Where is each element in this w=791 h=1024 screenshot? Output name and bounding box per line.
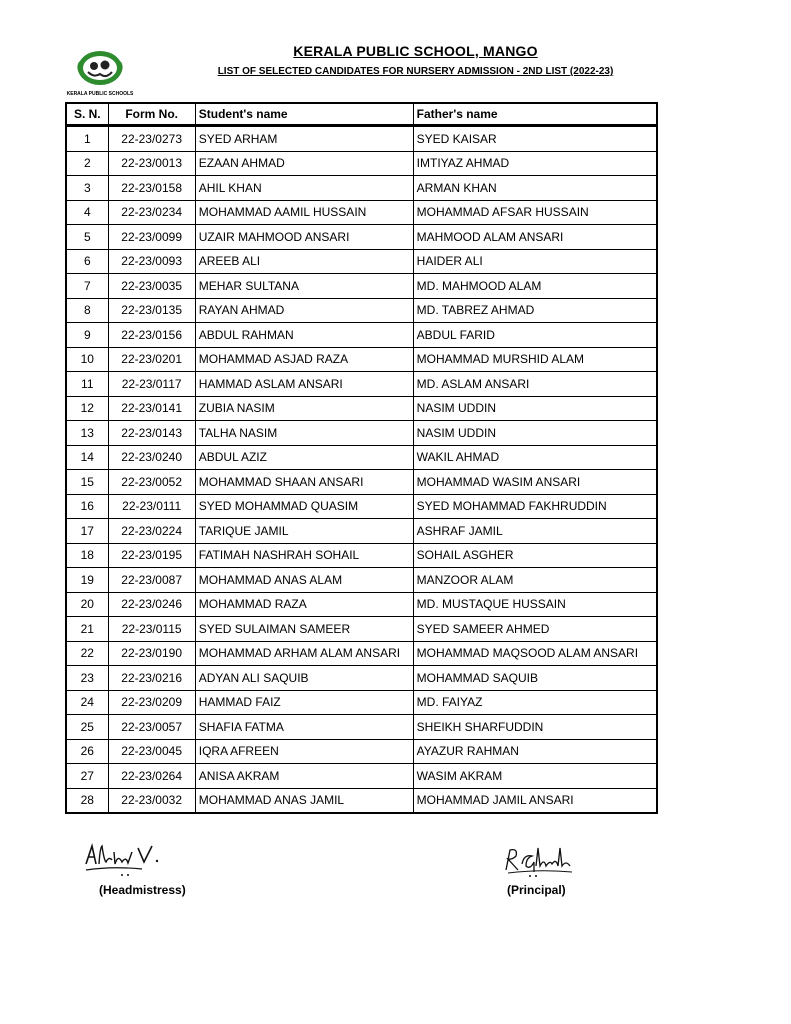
table-row <box>66 494 657 519</box>
cell-sn: 26 <box>66 739 108 764</box>
cell-form-no: 22-23/0141 <box>108 396 195 421</box>
table-row <box>66 421 657 446</box>
cell-father-name: MOHAMMAD SAQUIB <box>413 666 657 691</box>
cell-student-name: EZAAN AHMAD <box>195 151 413 176</box>
cell-father-name: MOHAMMAD MURSHID ALAM <box>413 347 657 372</box>
table-row <box>66 641 657 666</box>
cell-form-no: 22-23/0135 <box>108 298 195 323</box>
school-name: KERALA PUBLIC SCHOOL, MANGO <box>293 43 538 59</box>
cell-form-no: 22-23/0115 <box>108 617 195 642</box>
table-row <box>66 225 657 250</box>
cell-sn: 23 <box>66 666 108 691</box>
cell-student-name: IQRA AFREEN <box>195 739 413 764</box>
cell-father-name: NASIM UDDIN <box>413 396 657 421</box>
cell-father-name: ASHRAF JAMIL <box>413 519 657 544</box>
cell-father-name: MD. FAIYAZ <box>413 690 657 715</box>
cell-student-name: FATIMAH NASHRAH SOHAIL <box>195 543 413 568</box>
table-row <box>66 323 657 348</box>
cell-student-name: SHAFIA FATMA <box>195 715 413 740</box>
cell-father-name: ARMAN KHAN <box>413 176 657 201</box>
table-row <box>66 690 657 715</box>
cell-father-name: WAKIL AHMAD <box>413 445 657 470</box>
cell-father-name: IMTIYAZ AHMAD <box>413 151 657 176</box>
cell-form-no: 22-23/0224 <box>108 519 195 544</box>
cell-sn: 27 <box>66 764 108 789</box>
cell-student-name: MOHAMMAD AAMIL HUSSAIN <box>195 200 413 225</box>
column-header-form-no: Form No. <box>108 103 195 126</box>
cell-sn: 6 <box>66 249 108 274</box>
cell-student-name: TALHA NASIM <box>195 421 413 446</box>
table-row <box>66 200 657 225</box>
cell-father-name: ABDUL FARID <box>413 323 657 348</box>
cell-father-name: HAIDER ALI <box>413 249 657 274</box>
cell-father-name: SYED SAMEER AHMED <box>413 617 657 642</box>
table-row <box>66 666 657 691</box>
cell-sn: 25 <box>66 715 108 740</box>
cell-father-name: SYED MOHAMMAD FAKHRUDDIN <box>413 494 657 519</box>
cell-student-name: MEHAR SULTANA <box>195 274 413 299</box>
cell-form-no: 22-23/0156 <box>108 323 195 348</box>
cell-form-no: 22-23/0246 <box>108 592 195 617</box>
cell-father-name: MOHAMMAD MAQSOOD ALAM ANSARI <box>413 641 657 666</box>
cell-father-name: AYAZUR RAHMAN <box>413 739 657 764</box>
cell-form-no: 22-23/0234 <box>108 200 195 225</box>
cell-father-name: MAHMOOD ALAM ANSARI <box>413 225 657 250</box>
cell-sn: 18 <box>66 543 108 568</box>
cell-sn: 22 <box>66 641 108 666</box>
table-row <box>66 151 657 176</box>
principal-label: (Principal) <box>507 883 566 897</box>
cell-form-no: 22-23/0195 <box>108 543 195 568</box>
cell-student-name: MOHAMMAD ANAS JAMIL <box>195 788 413 813</box>
cell-form-no: 22-23/0111 <box>108 494 195 519</box>
cell-form-no: 22-23/0013 <box>108 151 195 176</box>
cell-student-name: MOHAMMAD RAZA <box>195 592 413 617</box>
cell-student-name: SYED ARHAM <box>195 126 413 152</box>
cell-sn: 15 <box>66 470 108 495</box>
headmistress-signature <box>82 838 182 878</box>
table-row <box>66 298 657 323</box>
cell-sn: 24 <box>66 690 108 715</box>
cell-father-name: MANZOOR ALAM <box>413 568 657 593</box>
cell-father-name: MD. TABREZ AHMAD <box>413 298 657 323</box>
cell-form-no: 22-23/0240 <box>108 445 195 470</box>
cell-student-name: ZUBIA NASIM <box>195 396 413 421</box>
cell-student-name: MOHAMMAD ANAS ALAM <box>195 568 413 593</box>
cell-father-name: SOHAIL ASGHER <box>413 543 657 568</box>
cell-sn: 17 <box>66 519 108 544</box>
cell-father-name: MOHAMMAD AFSAR HUSSAIN <box>413 200 657 225</box>
cell-form-no: 22-23/0045 <box>108 739 195 764</box>
table-row <box>66 396 657 421</box>
cell-form-no: 22-23/0117 <box>108 372 195 397</box>
cell-sn: 14 <box>66 445 108 470</box>
cell-student-name: ANISA AKRAM <box>195 764 413 789</box>
table-row <box>66 176 657 201</box>
table-row <box>66 445 657 470</box>
cell-student-name: HAMMAD ASLAM ANSARI <box>195 372 413 397</box>
cell-form-no: 22-23/0052 <box>108 470 195 495</box>
column-header-sn: S. N. <box>66 103 108 126</box>
cell-form-no: 22-23/0273 <box>108 126 195 152</box>
table-row <box>66 592 657 617</box>
cell-student-name: MOHAMMAD SHAAN ANSARI <box>195 470 413 495</box>
cell-father-name: SYED KAISAR <box>413 126 657 152</box>
cell-sn: 3 <box>66 176 108 201</box>
cell-student-name: MOHAMMAD ARHAM ALAM ANSARI <box>195 641 413 666</box>
admission-list-table <box>65 102 658 814</box>
table-row <box>66 788 657 813</box>
cell-form-no: 22-23/0032 <box>108 788 195 813</box>
cell-sn: 10 <box>66 347 108 372</box>
cell-father-name: MOHAMMAD JAMIL ANSARI <box>413 788 657 813</box>
cell-form-no: 22-23/0143 <box>108 421 195 446</box>
cell-form-no: 22-23/0209 <box>108 690 195 715</box>
svg-text:KERALA PUBLIC SCHOOLS: KERALA PUBLIC SCHOOLS <box>66 91 134 97</box>
cell-sn: 7 <box>66 274 108 299</box>
cell-sn: 13 <box>66 421 108 446</box>
cell-student-name: AREEB ALI <box>195 249 413 274</box>
cell-sn: 4 <box>66 200 108 225</box>
table-row <box>66 249 657 274</box>
cell-student-name: ADYAN ALI SAQUIB <box>195 666 413 691</box>
cell-form-no: 22-23/0216 <box>108 666 195 691</box>
cell-student-name: UZAIR MAHMOOD ANSARI <box>195 225 413 250</box>
principal-signature <box>500 842 580 878</box>
cell-sn: 2 <box>66 151 108 176</box>
table-row <box>66 568 657 593</box>
cell-student-name: AHIL KHAN <box>195 176 413 201</box>
cell-form-no: 22-23/0035 <box>108 274 195 299</box>
cell-form-no: 22-23/0087 <box>108 568 195 593</box>
cell-father-name: WASIM AKRAM <box>413 764 657 789</box>
cell-sn: 16 <box>66 494 108 519</box>
table-body <box>66 126 657 814</box>
table-row <box>66 519 657 544</box>
cell-student-name: SYED MOHAMMAD QUASIM <box>195 494 413 519</box>
cell-sn: 1 <box>66 126 108 152</box>
cell-student-name: ABDUL RAHMAN <box>195 323 413 348</box>
cell-father-name: NASIM UDDIN <box>413 421 657 446</box>
cell-sn: 12 <box>66 396 108 421</box>
cell-form-no: 22-23/0057 <box>108 715 195 740</box>
cell-form-no: 22-23/0158 <box>108 176 195 201</box>
table-row <box>66 274 657 299</box>
table-row <box>66 715 657 740</box>
table-row <box>66 617 657 642</box>
cell-form-no: 22-23/0264 <box>108 764 195 789</box>
cell-sn: 28 <box>66 788 108 813</box>
list-title: LIST OF SELECTED CANDIDATES FOR NURSERY ADMISSION - 2ND LIST (2022-23) <box>217 66 614 77</box>
table-row <box>66 470 657 495</box>
cell-student-name: MOHAMMAD ASJAD RAZA <box>195 347 413 372</box>
cell-form-no: 22-23/0093 <box>108 249 195 274</box>
table-row <box>66 347 657 372</box>
cell-student-name: TARIQUE JAMIL <box>195 519 413 544</box>
table-row <box>66 126 657 152</box>
cell-sn: 21 <box>66 617 108 642</box>
cell-father-name: MOHAMMAD WASIM ANSARI <box>413 470 657 495</box>
cell-sn: 11 <box>66 372 108 397</box>
cell-form-no: 22-23/0201 <box>108 347 195 372</box>
column-header-student-name: Student's name <box>195 103 413 126</box>
cell-sn: 8 <box>66 298 108 323</box>
cell-sn: 9 <box>66 323 108 348</box>
cell-father-name: MD. MUSTAQUE HUSSAIN <box>413 592 657 617</box>
cell-father-name: SHEIKH SHARFUDDIN <box>413 715 657 740</box>
table-row <box>66 764 657 789</box>
cell-student-name: HAMMAD FAIZ <box>195 690 413 715</box>
cell-student-name: ABDUL AZIZ <box>195 445 413 470</box>
table-row <box>66 372 657 397</box>
cell-form-no: 22-23/0190 <box>108 641 195 666</box>
table-row <box>66 739 657 764</box>
cell-father-name: MD. MAHMOOD ALAM <box>413 274 657 299</box>
table-header-row <box>66 103 657 126</box>
cell-student-name: RAYAN AHMAD <box>195 298 413 323</box>
cell-student-name: SYED SULAIMAN SAMEER <box>195 617 413 642</box>
column-header-father-name: Father's name <box>413 103 657 126</box>
table-row <box>66 543 657 568</box>
cell-form-no: 22-23/0099 <box>108 225 195 250</box>
cell-father-name: MD. ASLAM ANSARI <box>413 372 657 397</box>
cell-sn: 5 <box>66 225 108 250</box>
cell-sn: 20 <box>66 592 108 617</box>
cell-sn: 19 <box>66 568 108 593</box>
headmistress-label: (Headmistress) <box>99 883 186 897</box>
